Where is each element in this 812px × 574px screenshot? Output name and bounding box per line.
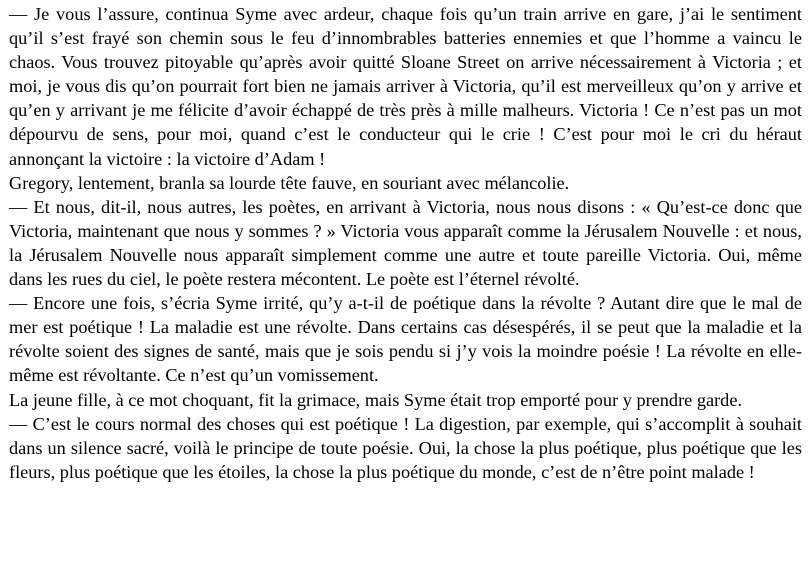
- paragraph-girl-grimace: La jeune fille, à ce mot choquant, fit la grimace, mais Syme était trop emporté pour y prendre garde.: [9, 389, 743, 410]
- paragraph-gregory-smile: Gregory, lentement, branla sa lourde tête fauve, en souriant avec mélancolie.: [9, 172, 570, 193]
- paragraph-poets-reply: — Et nous, dit-il, nous autres, les poètes, en arrivant à Victoria, nous nous disons : « Qu’est-ce donc que Victoria, maintenant que nous y sommes ? » Victoria vous apparaît comme la Jérusalem Nouvelle : et nous, la Jérusalem Nouvelle nous apparaît simplement comme une autre et toute pareille Victoria. Oui, même dans les rues du ciel, le poète restera mécontent. Le poète est l’éternel révolté.: [9, 196, 802, 290]
- paragraph-syme-revolt: — Encore une fois, s’écria Syme irrité, qu’y a-t-il de poétique dans la révolte ? Autant dire que le mal de mer est poétique ! La maladie est une révolte. Dans certains cas désespérés, il se peut que la maladie et la révolte soient des signes de santé, mais que je sois pendu si j’y vois la moindre poésie ! La révolte en elle-même est révoltante. Ce n’est qu’un vomissement.: [9, 293, 802, 386]
- paragraph-syme-poetic-order: — C’est le cours normal des choses qui est poétique ! La digestion, par exemple, qui s’accomplit à souhait dans un silence sacré, voilà le principe de toute poésie. Oui, la chose la plus poétique, plus poétique que les fleurs, plus poétique que les étoiles, la chose la plus poétique du monde, c’est de n’être point malade !: [9, 413, 802, 482]
- paragraph-syme-victoria: — Je vous l’assure, continua Syme avec ardeur, chaque fois qu’un train arrive en gare, j’ai le sentiment qu’il s’est frayé son chemin sous le feu d’innombrables batteries ennemies et que l’homme a vaincu le chaos. Vous trouvez pitoyable qu’après avoir quitté Sloane Street on arrive nécessairement à Victoria ; et moi, je vous dis qu’on pourrait fort bien ne jamais arriver à Victoria, qu’il est merveilleux qu’on y arrive et qu’en y arrivant je me félicite d’avoir échappé de très près à mille malheurs. Victoria ! Ce n’est pas un mot dépourvu de sens, pour moi, quand c’est le conducteur qui le crie ! C’est pour moi le cri du héraut annonçant la victoire : la victoire d’Adam !: [9, 4, 802, 169]
